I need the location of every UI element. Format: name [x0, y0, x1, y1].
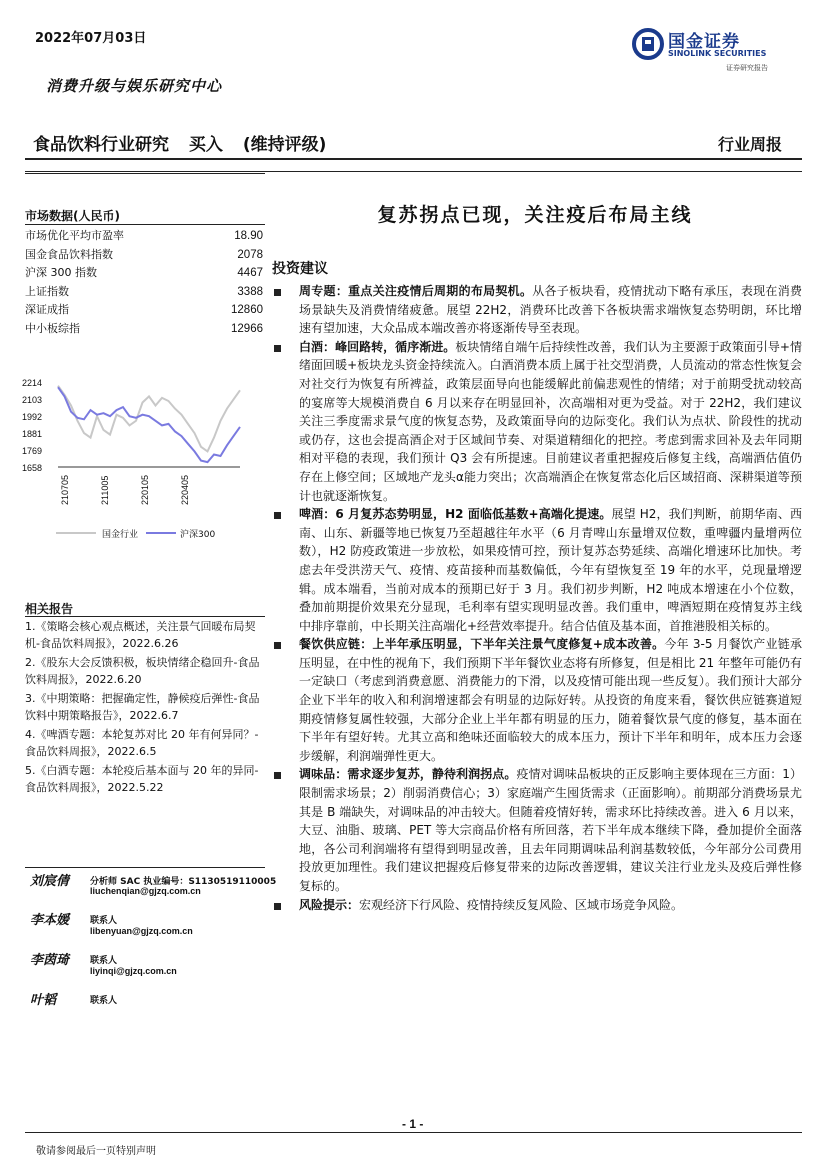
x-tick-label: 220405 [180, 474, 190, 505]
related-report-item[interactable]: 4.《啤酒专题：本轮复苏对比 20 年有何异同？-食品饮料周报》，2022.6.5 [25, 728, 259, 758]
analyst-name: 刘宸倩 [30, 874, 70, 889]
analyst-role: 联系人 [90, 916, 118, 926]
y-tick-label: 1769 [22, 446, 43, 457]
analysts-divider [25, 867, 265, 868]
industry-name: 食品饮料行业研究 [33, 135, 169, 155]
market-row: 国金食品饮料指数 2078 [25, 247, 263, 261]
logo-chinese: 国金证券 [668, 32, 740, 52]
bullet-icon [274, 289, 281, 296]
performance-chart [18, 368, 248, 548]
y-tick-label: 1881 [22, 428, 43, 439]
related-reports-list [25, 619, 265, 799]
investment-advice [272, 282, 802, 914]
main-title: 复苏拐点已现，关注疫后布局主线 [377, 204, 693, 226]
section-title: 投资建议 [272, 261, 328, 277]
advice-paragraph: 风险提示：宏观经济下行风险、疫情持续反复风险、区域市场竞争风险。 [272, 896, 802, 915]
related-report-item[interactable]: 1.《策略会核心观点概述，关注景气回暖布局契机-食品饮料周报》，2022.6.26 [25, 620, 256, 650]
logo-english: SINOLINK SECURITIES [668, 49, 767, 58]
x-tick-label: 211005 [100, 475, 110, 505]
series-line-hs300 [58, 387, 240, 462]
market-data-title: 市场数据(人民币) [25, 209, 120, 223]
analyst-email[interactable]: libenyuan@gjzq.com.cn [90, 926, 193, 936]
footer-divider [25, 1132, 802, 1133]
sinolink-logo [632, 25, 802, 75]
bullet-icon [274, 772, 281, 779]
rating: 买入 [188, 135, 223, 155]
related-reports-divider [25, 616, 265, 617]
research-center: 消费升级与娱乐研究中心 [46, 77, 223, 95]
bullet-icon [274, 512, 281, 519]
report-date: 2022年07月03日 [35, 31, 147, 46]
x-tick-label: 210705 [60, 474, 70, 505]
related-reports-title: 相关报告 [25, 602, 74, 616]
rating-note: (维持评级) [242, 135, 327, 155]
y-tick-label: 1658 [22, 463, 43, 473]
report-type: 行业周报 [717, 135, 782, 154]
analyst-role: 联系人 [90, 956, 118, 966]
analyst-email[interactable]: liyinqi@gjzq.com.cn [90, 966, 177, 976]
logo-subtitle: 证券研究报告 [726, 64, 768, 72]
header-divider-thin [25, 171, 802, 172]
market-row: 沪深 300 指数 4467 [25, 266, 263, 279]
header-divider [25, 158, 802, 160]
advice-paragraph: 调味品：需求逐步复苏，静待利润拐点。疫情对调味品板块的正反影响主要体现在三方面：1）限制需求场景；2）削弱消费信心；3）家庭端产生囤货需求（正面影响）。前期部分消费场景尤其是 B 端缺失，对调味品的冲击较大。但随着疫情好转，需求环比持续改善。进入 6 月以来，大豆、油脂、玻璃、PET 等大宗商品价格有所回落，若下半年成本继续下降，叠加提价全面落地，各公司利润端将有望得到明显改善，且去年同期调味品利润基数较低，今年部分公司费用投放更加理性。我们建议把握疫后修复带来的边际改善逻辑，建议关注行业龙头及疫后弹性修复标的。 [272, 765, 802, 895]
report-titlebar [33, 130, 340, 155]
advice-paragraph: 白酒：峰回路转，循序渐进。板块情绪自端午后持续性改善，我们认为主要源于政策面引导+情绪面回暖+板块龙头资金持续流入。白酒消费本质上属于社交型消费，人员流动的常态性恢复会对社交行为恢复有所裨益，政策层面导向也能缓解此前偏悲观性的情绪；对于前期受扰动较高的宴席等大规模消费自 6 月以来存在明显回补，次高端相对更为受益。对于 22H2，我们建议关注三季度需求景气度的恢复态势，及政策面导向的边际变化。我们认为点状、阶段性的扰动或仍存，这也会提高酒企对于区域间节奏、对渠道精细化的把控。考虑到需求回补及去年同期相对平稳的表现，我们预计 Q3 会有所提速。目前建议者重把握疫后修复主线，高端酒估值仍存在上修空间；区域地产龙头α能力突出；次高端酒企在恢复常态化后区域招商、深耕渠道等预计也就逐渐恢复。 [272, 338, 802, 505]
advice-paragraph: 餐饮供应链：上半年承压明显，下半年关注景气度修复+成本改善。今年 3-5 月餐饮产业链承压明显，在中性的视角下，我们预期下半年餐饮业态将有所修复，但是相比 21 年整年可能仍有一定缺口（考虑到消费意愿、消费能力的下滑，以及疫情可能出现一些反复）。我们预计大部分企业下半年的收入和利润增速都会有明显的边际好转。从投资的角度来看，餐饮供应链赛道短期疫情修复属性较强，大部分企业上半年都有明显的压力，随着餐饮景气度的修复，基本面在下半年有望好转。尤其立高和绝味还面临较大的成本压力，预计下半年和明年，成本压力会逐步缓解，利润端弹性更大。 [272, 635, 802, 765]
analyst-role: 分析师 SAC 执业编号：S1130519110005 [90, 877, 277, 887]
market-row: 中小板综指 12966 [25, 321, 263, 335]
footer-note: 敬请参阅最后一页特别声明 [36, 1146, 156, 1157]
market-data-table [25, 227, 265, 338]
market-data-divider [25, 224, 265, 225]
related-report-item[interactable]: 3.《中期策略：把握确定性，静候疫后弹性-食品饮料中期策略报告》，2022.6.7 [25, 692, 260, 722]
analyst-role: 联系人 [90, 996, 118, 1006]
market-row: 市场优化平均市盈率 18.90 [25, 229, 263, 242]
y-tick-label: 2103 [22, 394, 43, 405]
y-tick-label: 2214 [22, 378, 43, 388]
market-row: 上证指数 3388 [25, 284, 263, 298]
page-number: - 1 - [402, 1117, 424, 1131]
related-report-item[interactable]: 2.《股东大会反馈积极，板块情绪企稳回升-食品饮料周报》，2022.6.20 [25, 656, 260, 686]
analyst-name: 李茵琦 [30, 953, 70, 968]
bullet-icon [274, 642, 281, 649]
analyst-email[interactable]: liuchenqian@gjzq.com.cn [90, 886, 201, 896]
legend-label: 沪深300 [180, 530, 216, 540]
analyst-name: 李本媛 [30, 913, 70, 928]
bullet-icon [274, 903, 281, 910]
advice-paragraph: 周专题：重点关注疫情后周期的布局契机。从各子板块看，疫情扰动下略有承压，表现在消费场景缺失及消费情绪疲惫。展望 22H2，消费环比改善下各板块需求端恢复态势明朗，环比增速有望加速，大众品成本端改善亦将逐渐传导至表现。 [272, 282, 802, 338]
analyst-name: 叶韬 [30, 993, 57, 1008]
related-report-item[interactable]: 5.《白酒专题：本轮疫后基本面与 20 年的异同-食品饮料周报》，2022.5.22 [25, 764, 259, 794]
sidebar-divider [25, 173, 265, 174]
y-tick-label: 1992 [22, 411, 43, 422]
market-row: 深证成指 12860 [25, 303, 263, 316]
bullet-icon [274, 345, 281, 352]
x-tick-label: 220105 [140, 474, 150, 505]
legend-label: 国金行业 [102, 530, 139, 540]
advice-paragraph: 啤酒：6 月复苏态势明显，H2 面临低基数+高端化提速。展望 H2，我们判断，前期华南、西南、山东、新疆等地已恢复乃至超越往年水平（6 月青啤山东量增双位数，重啤疆内量增两位数），H2 防疫政策进一步放松，如果疫情可控，预计复苏态势延续、高端化增速环比加快。考虑去年受洪涝天气、疫情、疫苗接种而基数偏低，今年有望恢复至 19 年的水平，兑现量增逻辑。成本端看，当前对成本的预期已好于 3 月。我们初步判断，H2 吨成本增速在小个位数，叠加前期提价效果充分显现，毛利率有望实现明显改善。我们重申，啤酒短期在疫情复苏主线中排序靠前，中长期关注高端化+经营效率提升。结合估值及基本面，首推港股相关标的。 [272, 505, 802, 635]
logo-mark-icon [632, 27, 664, 63]
